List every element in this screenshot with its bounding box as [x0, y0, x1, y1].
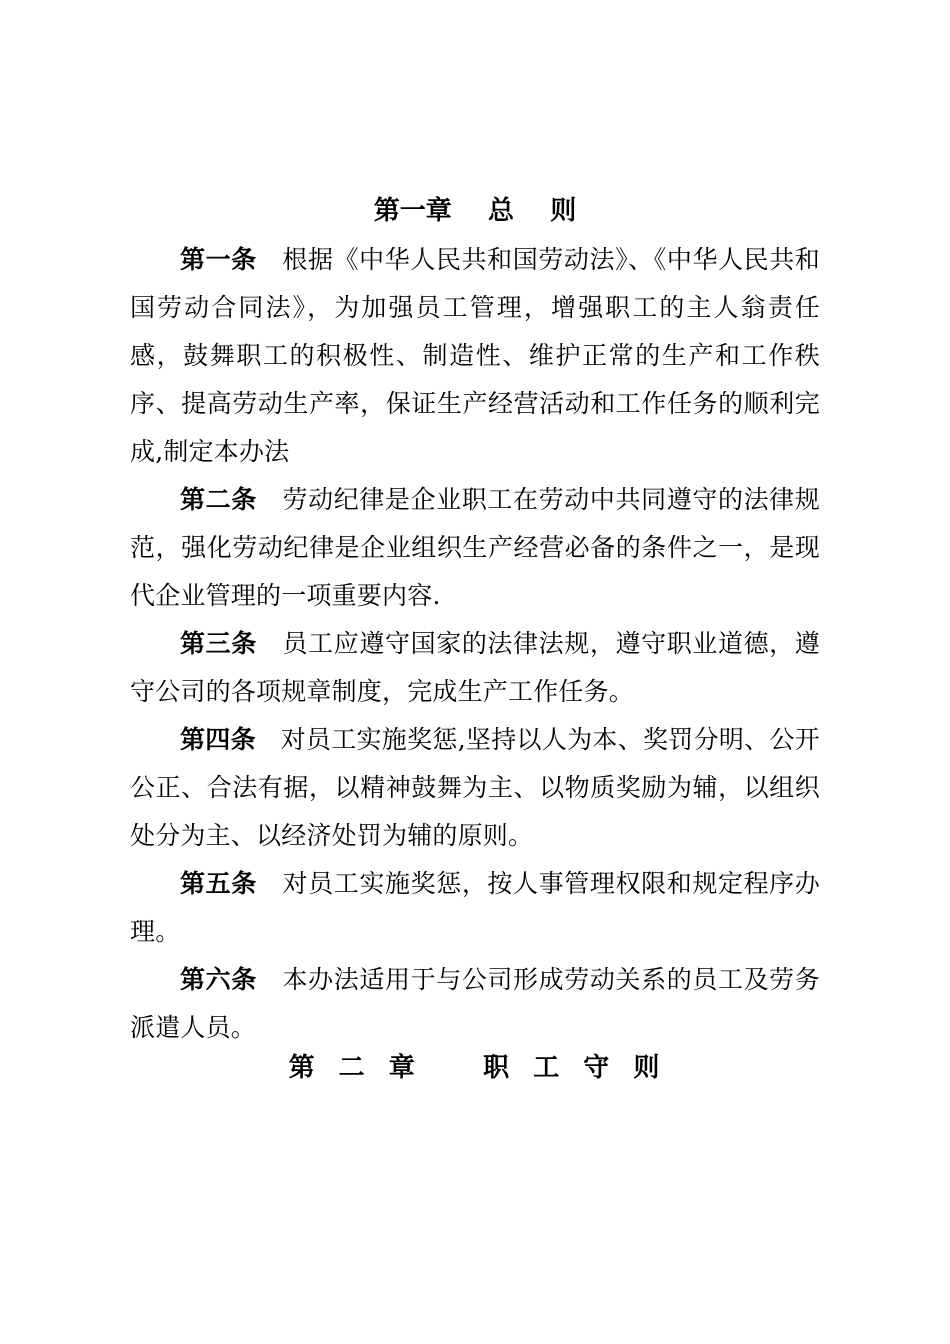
chapter-2-title: 第 二 章 职 工 守 则 — [288, 1053, 662, 1083]
article-5-label: 第五条 — [180, 869, 257, 898]
article-5 — [130, 860, 820, 956]
article-1-text: 根据《中华人民共和国劳动法》、《中华人民共和国劳动合同法》，为加强员工管理，增强职工的主人翁责任感，鼓舞职工的积极性、制造性、维护正常的生产和工作秩序、提高劳动生产率，保证生产经营活动和工作任务的顺利完成,制定本办法 — [130, 245, 820, 466]
chapter-1-title: 第一章 总 则 — [373, 196, 577, 226]
article-2 — [130, 476, 820, 620]
article-3-label: 第三条 — [180, 629, 257, 658]
article-4 — [130, 716, 820, 860]
article-1 — [130, 236, 820, 476]
article-5-text: 对员工实施奖惩，按人事管理权限和规定程序办理。 — [130, 869, 820, 946]
article-4-label: 第四条 — [180, 725, 256, 754]
article-4-text: 对员工实施奖惩,坚持以人为本、奖罚分明、公开公正、合法有据，以精神鼓舞为主、以物质奖励为辅，以组织处分为主、以经济处罚为辅的原则。 — [130, 725, 820, 850]
article-2-text: 劳动纪律是企业职工在劳动中共同遵守的法律规范，强化劳动纪律是企业组织生产经营必备的条件之一，是现代企业管理的一项重要内容. — [130, 485, 820, 610]
article-1-label: 第一条 — [180, 245, 257, 274]
article-3 — [130, 620, 820, 716]
article-6-label: 第六条 — [180, 965, 257, 994]
article-6 — [130, 956, 820, 1052]
article-3-text: 员工应遵守国家的法律法规，遵守职业道德，遵守公司的各项规章制度，完成生产工作任务。 — [130, 629, 820, 706]
article-2-label: 第二条 — [180, 485, 257, 514]
article-6-text: 本办法适用于与公司形成劳动关系的员工及劳务派遣人员。 — [130, 965, 820, 1042]
